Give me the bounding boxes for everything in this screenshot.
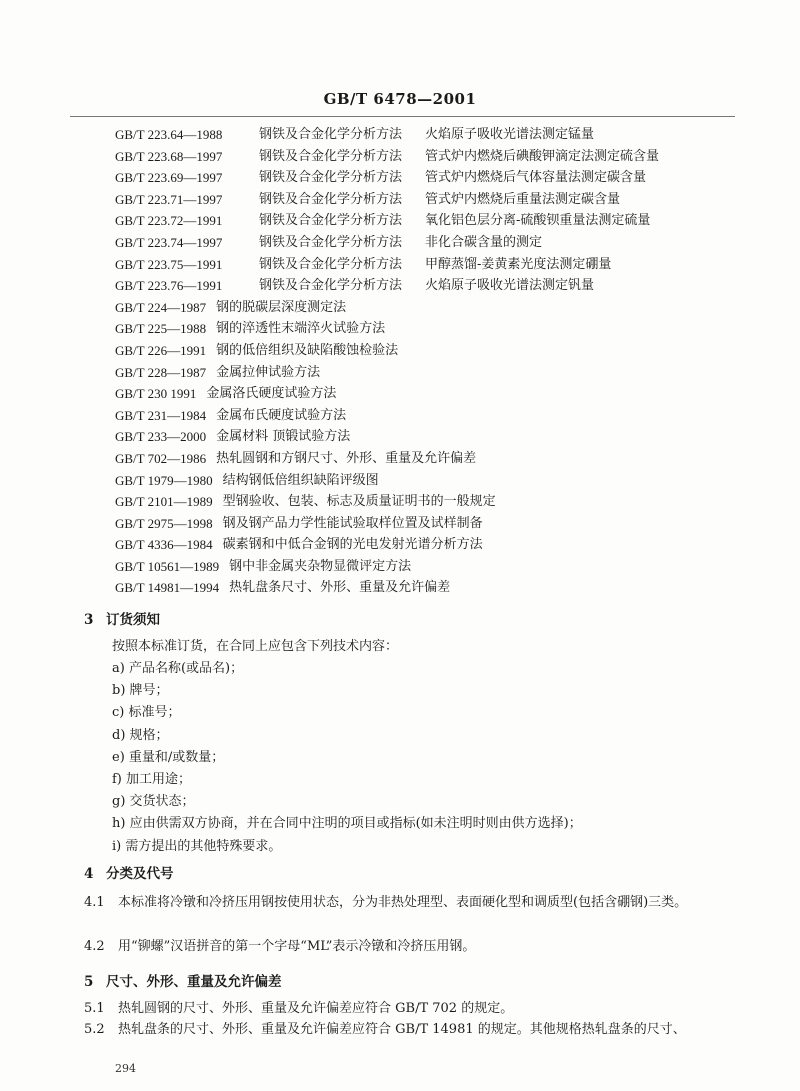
reference-code: GB/T 233—2000 bbox=[115, 429, 207, 445]
reference-code: GB/T 223.74—1997 bbox=[115, 234, 223, 250]
reference-code: GB/T 4336—1984 bbox=[115, 537, 213, 553]
clause-number: 4.1 bbox=[84, 895, 105, 910]
reference-item bbox=[115, 189, 735, 211]
reference-title: 碳素钢和中低合金钢的光电发射光谱分析方法 bbox=[222, 537, 483, 553]
clause-4-1 bbox=[84, 892, 724, 914]
reference-code: GB/T 231—1984 bbox=[115, 407, 207, 423]
ordering-items-list bbox=[112, 658, 582, 858]
reference-title: 钢铁及合金化学分析方法 bbox=[259, 191, 403, 207]
section-number: 3 bbox=[84, 612, 94, 628]
clause-4-2 bbox=[84, 936, 724, 958]
section-5-heading bbox=[84, 970, 282, 990]
reference-title: 钢的低倍组织及缺陷酸蚀检验法 bbox=[216, 342, 399, 358]
reference-title: 钢铁及合金化学分析方法 bbox=[259, 256, 403, 272]
reference-title: 金属材料 顶锻试验方法 bbox=[216, 429, 351, 445]
reference-title: 钢铁及合金化学分析方法 bbox=[259, 278, 403, 294]
reference-title: 金属洛氏硬度试验方法 bbox=[206, 386, 337, 402]
reference-code: GB/T 224—1987 bbox=[115, 299, 207, 315]
reference-item bbox=[115, 491, 735, 513]
list-item: b) 牌号； bbox=[112, 683, 169, 699]
reference-item bbox=[115, 577, 735, 599]
section-number: 4 bbox=[84, 866, 94, 882]
clause-text: 本标准将冷镦和冷挤压用钢按使用状态，分为非热处理型、表面硬化型和调质型(包括含硼钢)三类。 bbox=[118, 895, 688, 910]
reference-item bbox=[115, 426, 735, 448]
clause-5-1 bbox=[84, 998, 724, 1020]
reference-code: GB/T 1979—1980 bbox=[115, 472, 213, 488]
list-item: d) 规格； bbox=[112, 727, 169, 743]
reference-code: GB/T 14981—1994 bbox=[115, 580, 220, 596]
reference-title: 结构钢低倍组织缺陷评级图 bbox=[222, 472, 379, 488]
reference-item bbox=[115, 146, 735, 168]
section-number: 5 bbox=[84, 974, 94, 990]
reference-code: GB/T 223.64—1988 bbox=[115, 127, 223, 142]
reference-code: GB/T 230 1991 bbox=[115, 386, 197, 402]
page-number: 294 bbox=[115, 1062, 136, 1075]
reference-subtitle: 非化合碳含量的测定 bbox=[425, 234, 543, 250]
reference-item bbox=[115, 340, 735, 362]
clause-number: 4.2 bbox=[84, 939, 105, 954]
list-item: i) 需方提出的其他特殊要求。 bbox=[112, 838, 282, 854]
reference-item bbox=[115, 556, 735, 578]
reference-title: 钢铁及合金化学分析方法 bbox=[259, 170, 403, 186]
reference-item bbox=[115, 275, 735, 297]
reference-code: GB/T 10561—1989 bbox=[115, 558, 220, 574]
reference-code: GB/T 2101—1989 bbox=[115, 494, 213, 510]
reference-item bbox=[115, 513, 735, 535]
reference-subtitle: 甲醇蒸馏-姜黄素光度法测定硼量 bbox=[425, 256, 612, 272]
reference-code: GB/T 223.68—1997 bbox=[115, 148, 223, 164]
reference-subtitle: 火焰原子吸收光谱法测定钒量 bbox=[425, 278, 595, 294]
reference-item bbox=[115, 383, 735, 405]
list-item: g) 交货状态； bbox=[112, 794, 195, 810]
reference-title: 热轧盘条尺寸、外形、重量及允许偏差 bbox=[229, 580, 451, 596]
reference-item bbox=[115, 470, 735, 492]
reference-item bbox=[115, 297, 735, 319]
reference-title: 钢铁及合金化学分析方法 bbox=[259, 148, 403, 164]
section-title: 订货须知 bbox=[106, 612, 160, 628]
reference-item bbox=[115, 232, 735, 254]
reference-subtitle: 管式炉内燃烧后重量法测定碳含量 bbox=[425, 191, 621, 207]
reference-code: GB/T 223.71—1997 bbox=[115, 191, 223, 207]
reference-code: GB/T 223.76—1991 bbox=[115, 278, 223, 294]
clause-5-2 bbox=[84, 1019, 724, 1041]
reference-subtitle: 火焰原子吸收光谱法测定锰量 bbox=[425, 127, 595, 142]
list-item: e) 重量和/或数量； bbox=[112, 749, 225, 765]
clause-text: 热轧盘条的尺寸、外形、重量及允许偏差应符合 GB/T 14981 的规定。其他规格热轧盘条的尺寸、 bbox=[118, 1022, 686, 1037]
reference-item bbox=[115, 167, 735, 189]
reference-title: 钢铁及合金化学分析方法 bbox=[259, 234, 403, 250]
reference-item bbox=[115, 318, 735, 340]
reference-item bbox=[115, 405, 735, 427]
reference-item bbox=[115, 362, 735, 384]
reference-subtitle: 氧化铝色层分离-硫酸钡重量法测定硫量 bbox=[425, 213, 651, 229]
clause-number: 5.2 bbox=[84, 1022, 105, 1037]
reference-subtitle: 管式炉内燃烧后碘酸钾滴定法测定硫含量 bbox=[425, 148, 660, 164]
reference-code: GB/T 223.75—1991 bbox=[115, 256, 223, 272]
reference-code: GB/T 226—1991 bbox=[115, 342, 207, 358]
reference-item bbox=[115, 534, 735, 556]
reference-code: GB/T 223.72—1991 bbox=[115, 213, 223, 229]
list-item: f) 加工用途； bbox=[112, 771, 192, 787]
list-item: a) 产品名称(或品名)； bbox=[112, 661, 244, 676]
section-4-heading bbox=[84, 862, 174, 882]
reference-code: GB/T 702—1986 bbox=[115, 450, 207, 466]
normative-references-list bbox=[115, 124, 735, 599]
reference-title: 钢中非金属夹杂物显微评定方法 bbox=[229, 558, 412, 574]
header-rule bbox=[70, 116, 735, 117]
clause-text: 用“铆螺”汉语拼音的第一个字母“ML”表示冷镦和冷挤压用钢。 bbox=[118, 939, 476, 954]
reference-title: 金属布氏硬度试验方法 bbox=[216, 407, 347, 423]
ordering-intro: 按照本标准订货，在合同上应包含下列技术内容： bbox=[112, 639, 399, 654]
section-3-heading bbox=[84, 608, 160, 628]
reference-code: GB/T 225—1988 bbox=[115, 321, 207, 337]
reference-title: 钢铁及合金化学分析方法 bbox=[259, 127, 403, 142]
reference-item bbox=[115, 210, 735, 232]
reference-title: 钢及钢产品力学性能试验取样位置及试样制备 bbox=[222, 515, 483, 531]
page-header-standard-number: GB/T 6478—2001 bbox=[323, 90, 477, 108]
reference-item bbox=[115, 124, 735, 146]
reference-title: 钢的淬透性末端淬火试验方法 bbox=[216, 321, 386, 337]
clause-text: 热轧圆钢的尺寸、外形、重量及允许偏差应符合 GB/T 702 的规定。 bbox=[118, 1001, 514, 1016]
reference-code: GB/T 2975—1998 bbox=[115, 515, 213, 531]
section-title: 尺寸、外形、重量及允许偏差 bbox=[106, 974, 282, 990]
reference-title: 金属拉伸试验方法 bbox=[216, 364, 321, 380]
list-item: h) 应由供需双方协商，并在合同中注明的项目或指标(如未注明时则由供方选择)； bbox=[112, 816, 582, 832]
reference-code: GB/T 228—1987 bbox=[115, 364, 207, 380]
reference-title: 热轧圆钢和方钢尺寸、外形、重量及允许偏差 bbox=[216, 450, 477, 466]
reference-item bbox=[115, 448, 735, 470]
reference-title: 钢铁及合金化学分析方法 bbox=[259, 213, 403, 229]
reference-title: 型钢验收、包装、标志及质量证明书的一般规定 bbox=[222, 494, 496, 510]
list-item: c) 标准号； bbox=[112, 705, 181, 721]
section-title: 分类及代号 bbox=[106, 866, 174, 882]
reference-item bbox=[115, 254, 735, 276]
reference-title: 钢的脱碳层深度测定法 bbox=[216, 299, 347, 315]
clause-number: 5.1 bbox=[84, 1001, 105, 1016]
reference-subtitle: 管式炉内燃烧后气体容量法测定碳含量 bbox=[425, 170, 647, 186]
reference-code: GB/T 223.69—1997 bbox=[115, 170, 223, 186]
